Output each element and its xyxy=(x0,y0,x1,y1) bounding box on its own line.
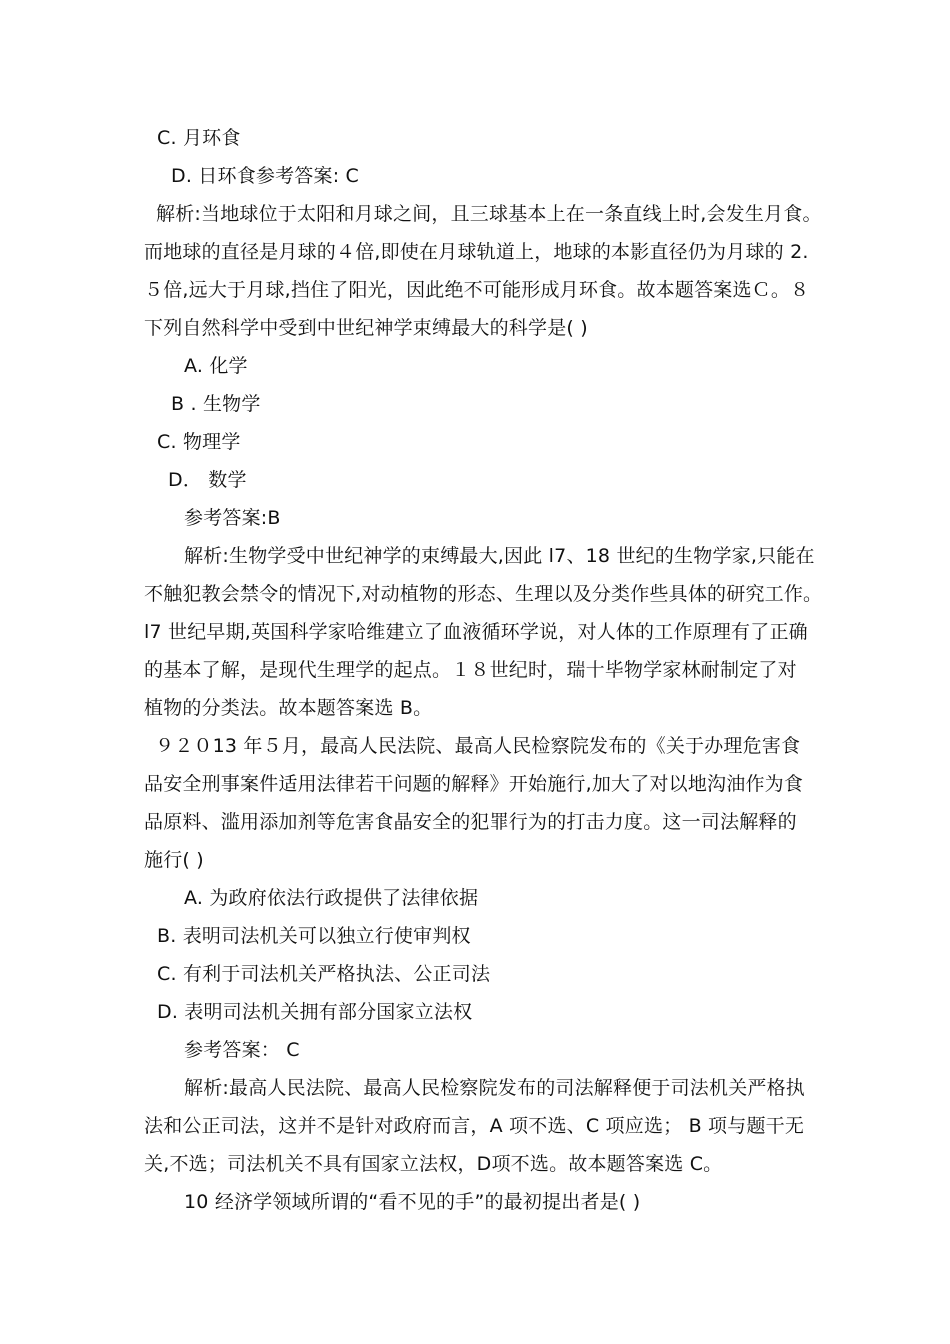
text-line: 而地球的直径是月球的４倍,即使在月球轨道上，地球的本影直径仍为月球的 2. xyxy=(144,241,809,263)
text-line: 解析:生物学受中世纪神学的束缚最大,因此 l7、18 世纪的生物学家,只能在 xyxy=(184,545,815,567)
text-line: 参考答案:B xyxy=(184,507,281,529)
text-line: 关,不选；司法机关不具有国家立法权，D项不选。故本题答案选 C。 xyxy=(144,1153,723,1175)
text-line: 10 经济学领域所谓的“看不见的手”的最初提出者是( ) xyxy=(184,1191,641,1213)
text-line: 施行( ) xyxy=(144,849,204,871)
text-line: A. 化学 xyxy=(184,355,248,377)
text-line: ５倍,远大于月球,挡住了阳光，因此绝不可能形成月环食。故本题答案选Ｃ。８ xyxy=(144,279,810,301)
text-line: l7 世纪早期,英国科学家哈维建立了血液循环学说，对人体的工作原理有了正确 xyxy=(144,621,808,643)
text-line: B. 表明司法机关可以独立行使审判权 xyxy=(157,925,471,947)
text-line: A. 为政府依法行政提供了法律依据 xyxy=(184,887,479,909)
text-line: B . 生物学 xyxy=(171,393,261,415)
text-line: 植物的分类法。故本题答案选 B。 xyxy=(144,697,433,719)
text-line: D． 数学 xyxy=(168,469,247,491)
text-line: C. 月环食 xyxy=(157,127,241,149)
text-line: C. 有利于司法机关严格执法、公正司法 xyxy=(157,963,491,985)
text-line: 解析:最高人民法院、最高人民检察院发布的司法解释便于司法机关严格执 xyxy=(184,1077,806,1099)
text-line: ９２０13 年５月，最高人民法院、最高人民检察院发布的《关于办理危害食 xyxy=(155,735,801,757)
text-line: 品安全刑事案件适用法律若干问题的解释》开始施行,加大了对以地沟油作为食 xyxy=(144,773,804,795)
text-line: 参考答案： C xyxy=(184,1039,300,1061)
text-line: C. 物理学 xyxy=(157,431,241,453)
text-line: 下列自然科学中受到中世纪神学束缚最大的科学是( ) xyxy=(144,317,588,339)
text-line: 不触犯教会禁令的情况下,对动植物的形态、生理以及分类作些具体的研究工作。 xyxy=(144,583,823,605)
text-line: 法和公正司法，这并不是针对政府而言，A 项不选、C 项应选； B 项与题干无 xyxy=(144,1115,805,1137)
text-line: D. 日环食参考答案: C xyxy=(171,165,360,187)
text-line: D. 表明司法机关拥有部分国家立法权 xyxy=(157,1001,473,1023)
text-line: 品原料、滥用添加剂等危害食晶安全的犯罪行为的打击力度。这一司法解释的 xyxy=(144,811,797,833)
text-line: 解析:当地球位于太阳和月球之间，且三球基本上在一条直线上时,会发生月食。 xyxy=(156,203,822,225)
text-line: 的基本了解，是现代生理学的起点。１８世纪时，瑞十毕物学家林耐制定了对 xyxy=(144,659,797,681)
